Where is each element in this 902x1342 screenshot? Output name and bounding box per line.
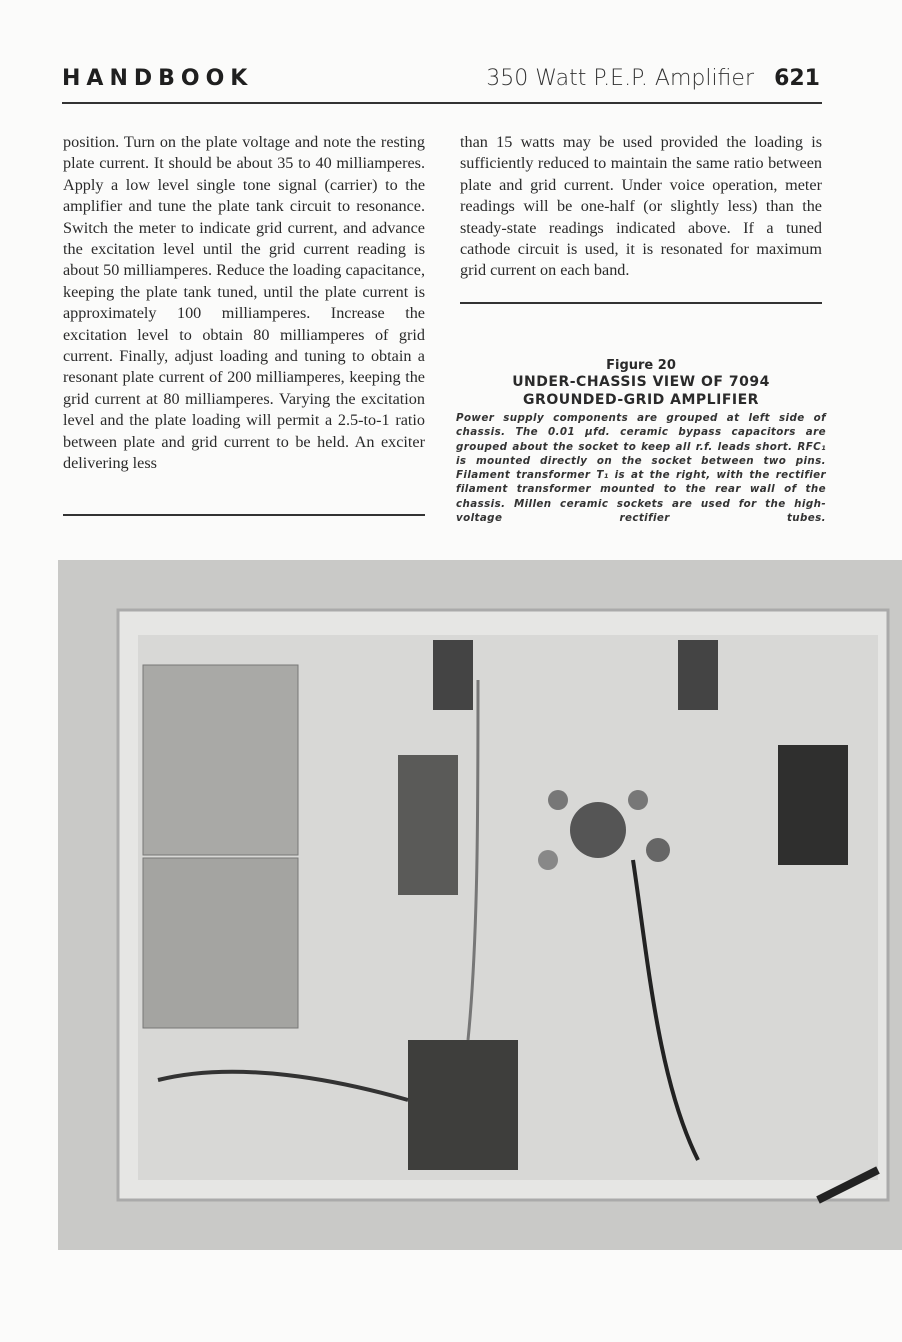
left-column-text: position. Turn on the plate voltage and note the resting plate current. It should be about 35 to 40 milliamperes. Apply a low level single tone signal (carrier) to the amplifier and tune the plate tank circuit to resonance. Switch the meter to indicate grid current, and advance the excitation level until the grid current reading is about 50 milliamperes. Reduce the loading capacitance, keeping the plate tank tuned, until the plate current is approximately 100 milliamperes. Increase the excitation level to obtain 80 milliamperes of grid current. Finally, adjust loading and tuning to obtain a resonant plate current of 200 milliamperes, keeping the grid current at 80 milliamperes. Varying the excitation level and the plate loading will permit a 2.5-to-1 ratio between plate and grid current to be held. An exciter delivering less (63, 133, 425, 473)
running-head: HANDBOOK (62, 66, 254, 91)
chapter-title (486, 66, 810, 91)
right-column-text: than 15 watts may be used provided the loading is sufficiently reduced to maintain the same ratio between plate and grid current. Under voice operation, meter readings will be one-half (or slightly less) than the steady-state readings indicated above. If a tuned cathode circuit is used, it is resonated for maximum grid current on each band. (460, 133, 822, 280)
figure-caption-text: Power supply components are grouped at left side of chassis. The 0.01 μfd. ceramic bypass capacitors are grouped about the socket to keep all r.f. leads short. RFC₁ is mounted directly on the socket between two pins. Filament transformer T₁ is at the right, with the rectifier filament transformer mounted to the rear wall of the chassis. Millen ceramic sockets are used for the high-voltage rectifier tubes. (456, 412, 826, 525)
right-column-rule (460, 302, 822, 304)
header-rule (62, 102, 822, 104)
figure-title-line2: GROUNDED-GRID AMPLIFIER (523, 392, 759, 408)
figure-title-line1: UNDER-CHASSIS VIEW OF 7094 (512, 374, 770, 390)
figure-caption (456, 358, 826, 525)
chapter-title-text: 350 Watt P.E.P. Amplifier (486, 66, 754, 91)
page-number: 621 (774, 66, 820, 91)
figure-label: Figure 20 (606, 358, 676, 373)
under-chassis-photo (58, 560, 902, 1250)
left-column-rule (63, 514, 425, 516)
